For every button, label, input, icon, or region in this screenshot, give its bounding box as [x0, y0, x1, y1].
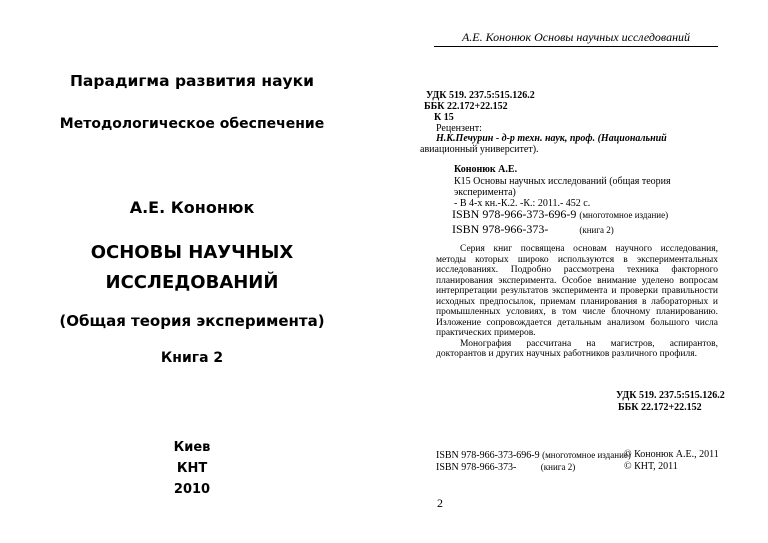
- book-volume: Книга 2: [160, 350, 224, 366]
- reviewer-line-2: авиационный университет).: [420, 144, 539, 155]
- book-title: [0, 238, 384, 298]
- imprint-year: 2010: [173, 482, 211, 497]
- bottom-isbn-multivolume: ISBN 978-966-373-696-9: [436, 450, 540, 461]
- annotation: [436, 244, 718, 360]
- isbn-book-note: (книга 2): [579, 225, 614, 235]
- catalog-entry: [454, 176, 724, 209]
- isbn-multivolume-number: ISBN 978-966-373-696-9: [452, 207, 577, 221]
- book-title-line-1: ОСНОВЫ НАУЧНЫХ: [90, 242, 294, 263]
- imprint-publisher: КНТ: [176, 461, 208, 476]
- copyright-author: © Кононюк А.Е., 2011: [624, 449, 719, 460]
- isbn-book: [452, 222, 614, 237]
- bbk-code: ББК 22.172+22.152: [424, 101, 508, 112]
- series-title: Парадигма развития науки: [69, 72, 315, 90]
- catalog-entry-line-2: - В 4-х кн.-К.2. -К.: 2011.- 452 с.: [454, 198, 591, 209]
- running-header: А.Е. Кононюк Основы научных исследований: [434, 30, 718, 47]
- classification-block-bottom: [616, 390, 725, 414]
- reviewer-label: Рецензент:: [436, 123, 482, 134]
- udk-code: УДК 519. 237.5:515.126.2: [426, 90, 535, 101]
- bottom-isbn-book-note: (книга 2): [540, 462, 576, 472]
- book-subtitle: (Общая теория эксперимента): [59, 312, 325, 330]
- imprint: [0, 437, 384, 500]
- bottom-isbn-block: [436, 449, 726, 473]
- author-name: А.Е. Кононюк: [129, 198, 255, 217]
- copyright-publisher: © КНТ, 2011: [624, 461, 678, 472]
- isbn-multivolume: [452, 208, 668, 222]
- author-code: К 15: [434, 112, 454, 123]
- reviewer-line: [436, 133, 718, 144]
- reviewer-text: Н.К.Печурин - д-р техн. наук, проф. (Национальний: [436, 133, 667, 144]
- right-page: [384, 0, 768, 543]
- isbn-book-number: ISBN 978-966-373-: [452, 222, 549, 236]
- bbk-code-bottom: ББК 22.172+22.152: [618, 402, 702, 413]
- methodology-subtitle: Методологическое обеспечение: [59, 116, 325, 132]
- isbn-multivolume-note: (многотомное издание): [579, 210, 669, 220]
- udk-code-bottom: УДК 519. 237.5:515.126.2: [616, 390, 725, 401]
- bottom-isbn-multivolume-note: (многотомное издание): [542, 450, 631, 460]
- page-number: 2: [437, 496, 443, 510]
- bottom-isbn-book: ISBN 978-966-373-: [436, 462, 517, 473]
- annotation-paragraph-2: Монография рассчитана на магистров, аспирантов, докторантов и других научных работников различного профиля.: [436, 338, 718, 359]
- imprint-city: Киев: [173, 440, 211, 455]
- catalog-author: Кононюк А.Е.: [454, 164, 518, 175]
- book-title-line-2: ИССЛЕДОВАНИЙ: [105, 272, 279, 293]
- classification-block: [426, 90, 726, 123]
- catalog-entry-line-1: К15 Основы научных исследований (общая теория эксперимента): [454, 176, 671, 198]
- annotation-paragraph-1: Серия книг посвящена основам научного исследования, методы которых широко используются в экспериментальных исследованиях. Подробно рассмотрена техника факторного планирования эксперимента. Особое внимание уделено вопросам интерпретации результатов эксперимента и проверки правильности исходных предпосылок, приемам планирования в лабораторных и промышленных условиях, в том числе блочному планированию. Изложение сопровождается детальным анализом большого числа практических примеров.: [436, 244, 718, 338]
